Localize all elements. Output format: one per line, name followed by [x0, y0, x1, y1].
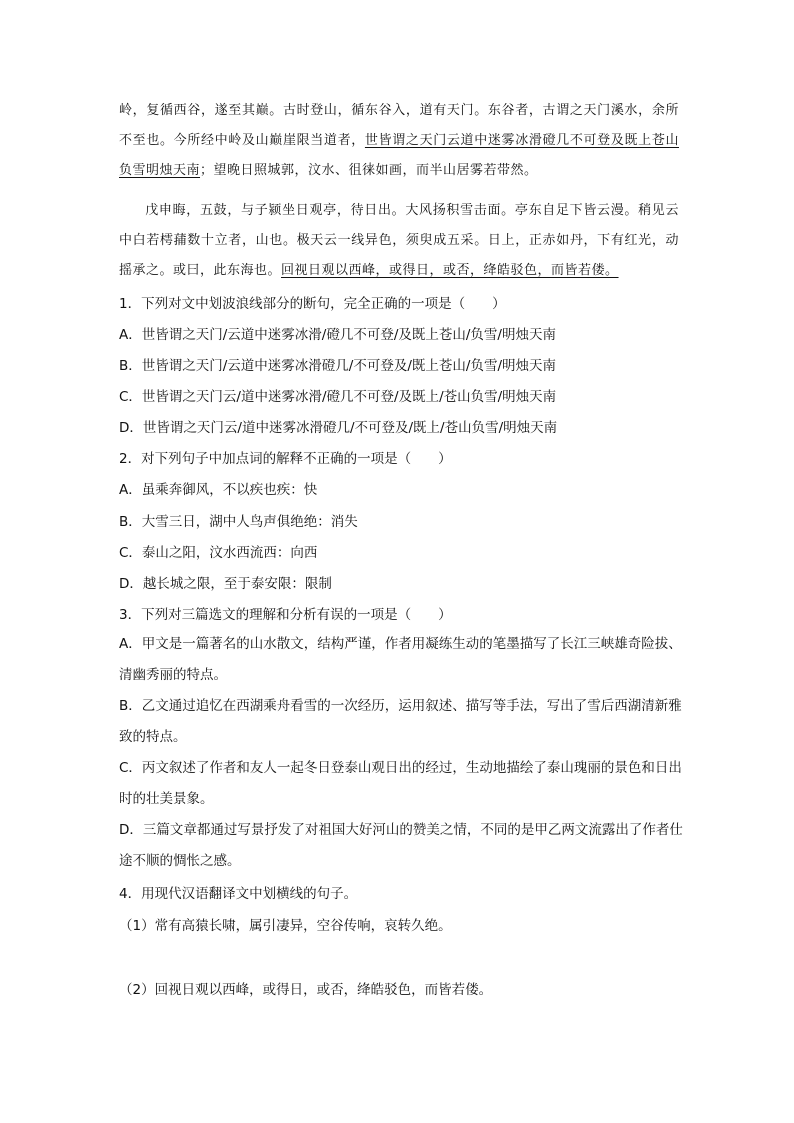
question-2-option-b: B．大雪三日，湖中人鸟声俱绝绝：消失 [119, 514, 358, 530]
question-1-option-c: C．世皆谓之天门云/道中迷雾冰滑/磴几不可登/及既上/苍山负雪/明烛天南 [119, 389, 557, 405]
question-2-stem: 2．对下列句子中加点词的解释不正确的一项是（ ） [119, 451, 452, 467]
question-1-stem: 1．下列对文中划波浪线部分的断句，完全正确的一项是（ ） [119, 296, 506, 312]
passage-paragraph-1 [119, 96, 679, 186]
question-2-option-a: A．虽乘奔御风，不以疾也疾：快 [119, 482, 318, 498]
question-1-option-a: A．世皆谓之天门/云道中迷雾冰滑/磴几不可登/及既上苍山/负雪/明烛天南 [119, 327, 556, 343]
passage-text: 戊申晦，五鼓，与子颍坐日观亭，待日出。大风扬积雪击面。亭东自足下皆云漫。稍见云中白若樗蒱数十立者，山也。极天云一线异色，须臾成五采。日上，正赤如丹，下有红光，动摇承之。或曰，此东海也。 [119, 203, 679, 278]
question-3-stem: 3．下列对三篇选文的理解和分析有误的一项是（ ） [119, 607, 452, 623]
passage-text: 岭，复循西谷，遂至其巅。古时登山，循东谷入，道有天门。东谷者，古谓之天门溪水，余所不至也。今所经中岭及山巅崖限当道者， [119, 103, 679, 148]
question-4-sentence-2: （2）回视日观以西峰，或得日，或否，绛皓驳色，而皆若偻。 [119, 982, 493, 998]
passage-text: ；望晚日照城郭，汶水、徂徕如画，而半山居雾若带然。 [200, 163, 538, 178]
question-3-option-d: D．三篇文章都通过写景抒发了对祖国大好河山的赞美之情，不同的是甲乙两文流露出了作者仕途不顺的惆怅之感。 [119, 822, 683, 869]
question-4-sentence-1: （1）常有高猿长啸，属引凄异，空谷传响，哀转久绝。 [119, 918, 452, 934]
question-2-option-c: C．泰山之阳，汶水西流西：向西 [119, 545, 318, 561]
passage-paragraph-2 [119, 196, 679, 286]
wavy-underlined-text: 世皆谓之天门云道中迷雾冰滑磴几不可登及既上苍山负雪明烛天南 [119, 133, 679, 178]
question-4-stem: 4．用现代汉语翻译文中划横线的句子。 [119, 886, 358, 902]
question-3-option-c: C．丙文叙述了作者和友人一起冬日登泰山观日出的经过，生动地描绘了泰山瑰丽的景色和日出时的壮美景象。 [119, 760, 682, 807]
question-2-option-d: D．越长城之限，至于泰安限：限制 [119, 576, 332, 592]
question-3-option-b: B．乙文通过追忆在西湖乘舟看雪的一次经历，运用叙述、描写等手法，写出了雪后西湖清新雅致的特点。 [119, 698, 682, 745]
question-3-option-a: A．甲文是一篇著名的山水散文，结构严谨，作者用凝练生动的笔墨描写了长江三峡雄奇险拔、清幽秀丽的特点。 [119, 636, 682, 683]
question-1-option-b: B．世皆谓之天门/云道中迷雾冰滑磴几/不可登及/既上苍山/负雪/明烛天南 [119, 358, 557, 374]
underlined-sentence: 回视日观以西峰，或得日，或否，绛皓驳色，而皆若偻。 [281, 263, 619, 278]
question-1-option-d: D．世皆谓之天门云/道中迷雾冰滑磴几/不可登及/既上/苍山负雪/明烛天南 [119, 420, 558, 436]
